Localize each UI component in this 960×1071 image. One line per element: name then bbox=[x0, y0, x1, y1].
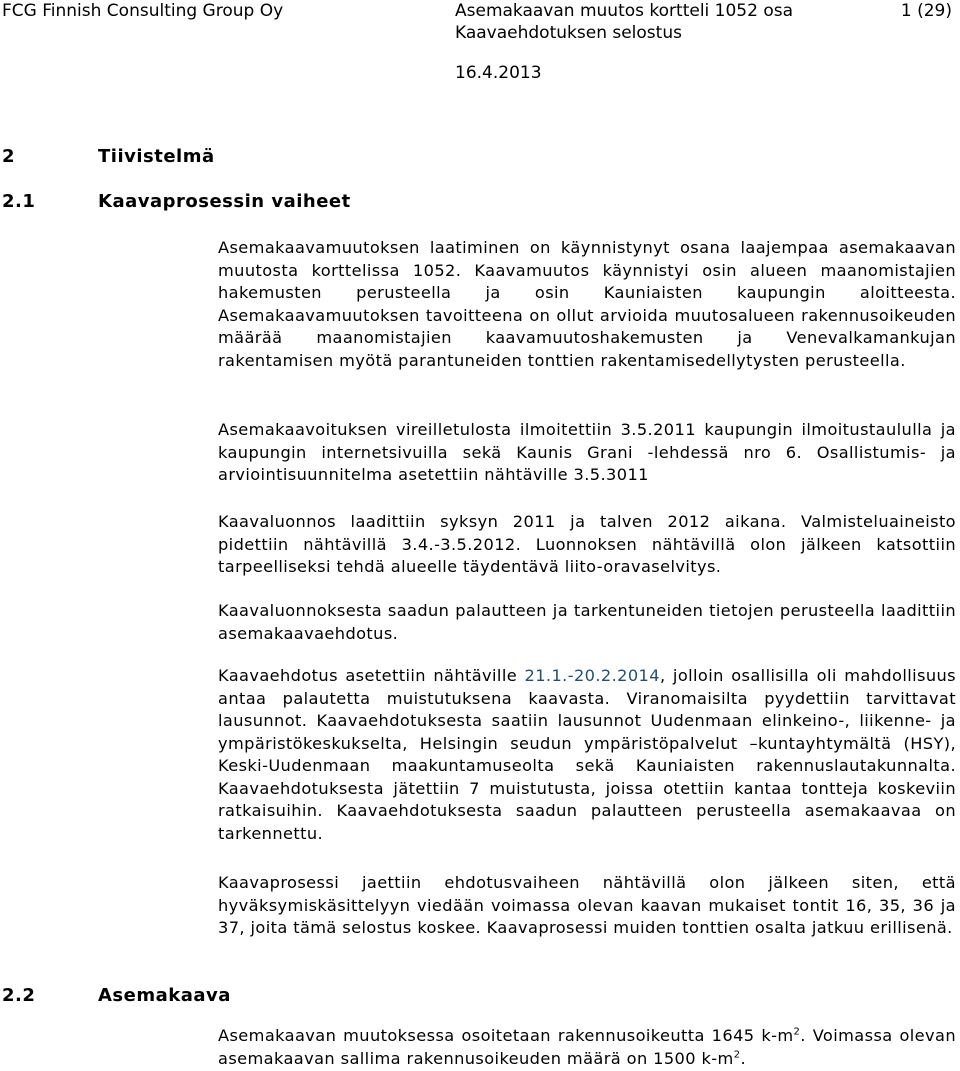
heading-title: Kaavaprosessin vaiheet bbox=[98, 191, 351, 212]
header-document bbox=[455, 0, 855, 84]
header-doc-title: Asemakaavan muutos kortteli 1052 osa bbox=[455, 1, 794, 21]
header-date: 16.4.2013 bbox=[455, 63, 542, 83]
paragraph-initiation: Asemakaavoituksen vireilletulosta ilmoitettiin 3.5.2011 kaupungin ilmoitustaululla ja kaupungin internetsivuilla sekä Kaunis Grani -lehdessä nro 6. Osallistumis- ja arviointisuunnitelma asetettiin nähtäville 3.5.3011 bbox=[218, 420, 956, 484]
text: . bbox=[740, 1048, 746, 1068]
header-doc-subtitle: Kaavaehdotuksen selostus bbox=[455, 23, 682, 43]
heading-section-2-2 bbox=[2, 985, 231, 1006]
text: Asemakaavan muutoksessa osoitetaan rakennusoikeutta 1645 k-m bbox=[218, 1026, 794, 1045]
heading-section-2-1 bbox=[2, 191, 351, 212]
heading-title: Asemakaava bbox=[98, 985, 231, 1006]
paragraph-background: Asemakaavamuutoksen laatiminen on käynnistynyt osana laajempaa asemakaavan muutosta korttelissa 1052. Kaavamuutos käynnistyi osin alueen maanomistajien hakemusten perusteella ja osin Kauniaisten kaupungin aloitteesta. Asemakaavamuutoksen tavoitteena on ollut arvioida muutosalueen rakennusoikeuden määrää maanomistajien kaavamuutoshakemusten ja Venevalkamankujan rakentamisen myötä parantuneiden tonttien rakentamisedellytysten perusteella. bbox=[218, 238, 956, 370]
date-link[interactable]: 21.1.-20.2.2014 bbox=[524, 666, 660, 685]
text: Kaavaehdotus asetettiin nähtäville bbox=[218, 666, 525, 685]
header-page-number: 1 (29) bbox=[900, 1, 952, 21]
text: . Voimassa olevan asemakaavan sallima rakennusoikeuden määrä on 1500 k-m bbox=[218, 1026, 956, 1068]
heading-number: 2.2 bbox=[2, 985, 36, 1006]
paragraph-process-split: Kaavaprosessi jaettiin ehdotusvaiheen nähtävillä olon jälkeen siten, että hyväksymiskäsittelyyn viedään voimassa olevan kaavan mukaiset tontit 16, 35, 36 ja 37, joita tämä selostus koskee. Kaavaprosessi muiden tonttien osalta jatkuu erillisenä. bbox=[218, 873, 956, 937]
superscript: 2 bbox=[733, 1049, 741, 1061]
heading-number: 2 bbox=[2, 146, 16, 167]
heading-section-2 bbox=[2, 146, 215, 167]
paragraph-draft: Kaavaluonnos laadittiin syksyn 2011 ja talven 2012 aikana. Valmisteluaineisto pidettiin nähtävillä 3.4.-3.5.2012. Luonnoksen nähtävillä olon jälkeen katsottiin tarpeelliseksi tehdä alueelle täydentävä liito-oravaselvitys. bbox=[218, 512, 956, 576]
paragraph-proposal-prep: Kaavaluonnoksesta saadun palautteen ja tarkentuneiden tietojen perusteella laadittiin asemakaavaehdotus. bbox=[218, 601, 956, 643]
text: , jolloin osallisilla oli mahdollisuus antaa palautetta muistutuksena kaavasta. Viranomaisilta pyydettiin tarvittavat lausunnot. Kaavaehdotuksesta saatiin lausunnot Uudenmaan elinkeino-, liikenne- ja ympäristökeskukselta, Helsingin seudun ympäristöpalvelut –kuntayhtymältä (HSY), Keski-Uudenmaan maakuntamuseolta sekä Kauniaisten rakennuslautakunnalta. Kaavaehdotuksesta jätettiin 7 muistutusta, joissa otettiin kantaa tontteja koskeviin ratkaisuihin. Kaavaehdotuksesta saadun palautteen perusteella asemakaavaa on tarkennettu. bbox=[218, 666, 956, 843]
heading-number: 2.1 bbox=[2, 191, 36, 212]
paragraph-building-rights bbox=[218, 1025, 956, 1070]
superscript: 2 bbox=[793, 1026, 801, 1038]
header-company: FCG Finnish Consulting Group Oy bbox=[2, 1, 284, 21]
paragraph-proposal-display bbox=[218, 665, 956, 845]
heading-title: Tiivistelmä bbox=[98, 146, 215, 167]
